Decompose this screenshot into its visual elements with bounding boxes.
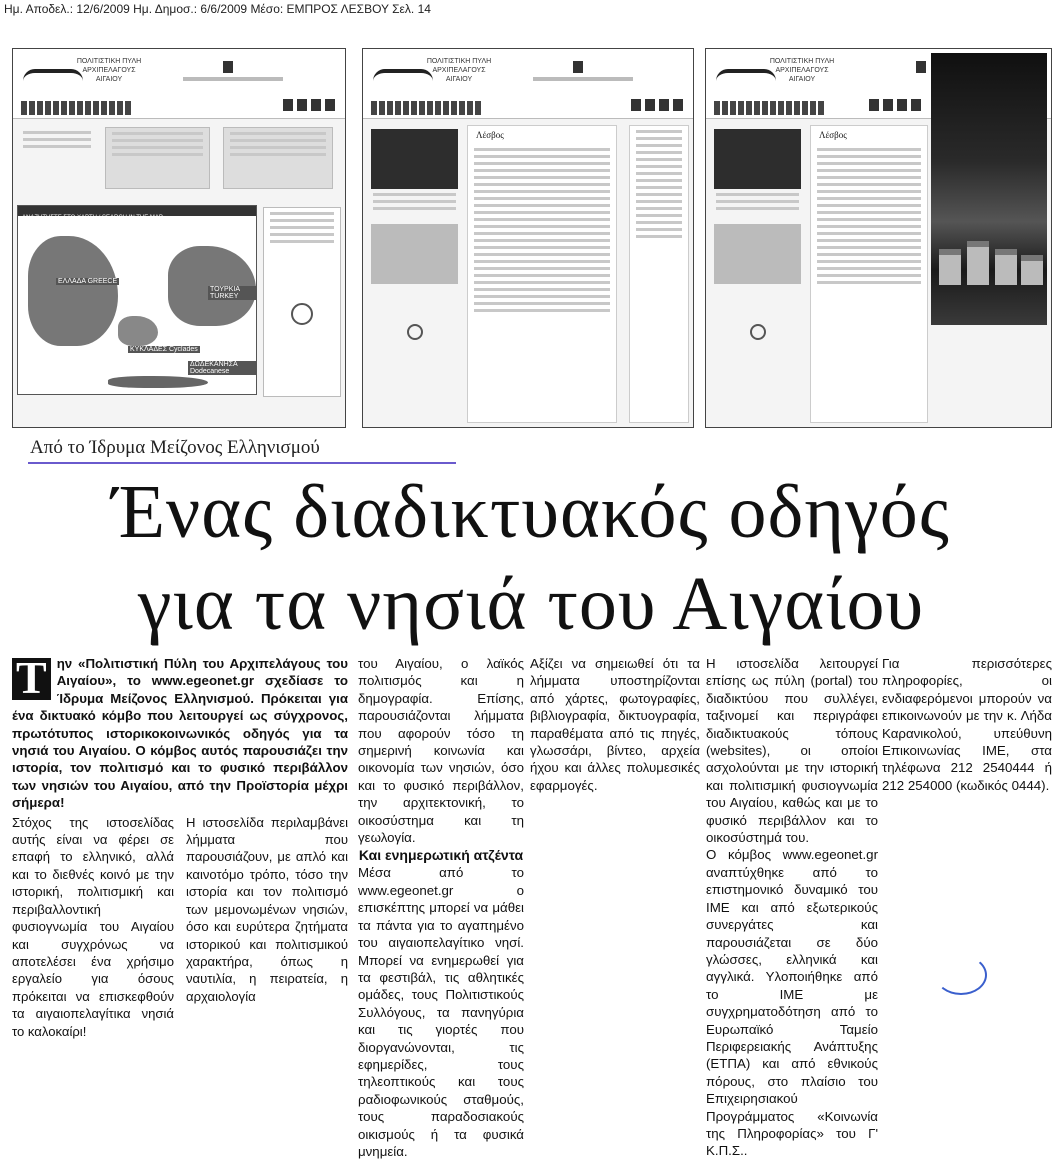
site-header <box>13 49 345 119</box>
emblem-icon <box>573 61 583 73</box>
handwritten-circle <box>935 955 987 995</box>
aegean-map: ΑΝΑΖΗΤΗΣΤΕ ΣΤΟ ΧΑΡΤΗ / SEARCH IN THE MAP ΕΛΛΑΔΑ GREECE ΤΟΥΡΚΙΑ TURKEY ΚΥΚΛΑΔΕΣ Cyclades ΔΩΔΕΚΑΝΗΣΑ Dodecanese <box>17 205 257 395</box>
emblem-icon <box>223 61 233 73</box>
toolbar-icons <box>631 99 685 111</box>
portal-logo: ΠΟΛΙΤΙΣΤΙΚΗ ΠΥΛΗ ΑΡΧΙΠΕΛΑΓΟΥΣ ΑΙΓΑΙΟΥ <box>23 55 153 95</box>
emblem-icon <box>916 61 926 73</box>
kicker-rule <box>28 462 456 464</box>
article-column-5 <box>882 655 1052 794</box>
headline-line-2: για τα νησιά του Αιγαίου <box>137 562 925 646</box>
alphabet-index <box>714 101 824 115</box>
portal-logo: ΠΟΛΙΤΙΣΤΙΚΗ ΠΥΛΗ ΑΡΧΙΠΕΛΑΓΟΥΣ ΑΙΓΑΙΟΥ <box>373 55 503 95</box>
article-column-2 <box>358 655 524 1160</box>
article-column-3 <box>530 655 700 794</box>
alphabet-index <box>21 101 131 115</box>
article-lead: Τ ην «Πολιτιστική Πύλη του Αρχιπελάγους του Αιγαίου», το www.egeonet.gr σχεδίασε το Ίδρυμα Μείζονος Ελληνισμού. Πρόκειται για ένα δικτυακό κόμβο που λειτουργεί ως σύγχρονος, πρωτότυπος ιστορικοκοινωνικός οδηγός για τα νησιά του Αιγαίου. Ο κόμβος αυτός παρουσιάζει την ιστορία, τον πολιτισμό και το φυσικό περιβάλλον των νησιών του Αιγαίου, από την Προϊστορία μέχρι σήμερα! <box>12 652 348 811</box>
article-text-block: Μέσα από το www.egeonet.gr ο επισκέπτης μπορεί να μάθει τα πάντα για το αγαπημένο του αιγαιοπελαγίτικο νησί. Μπορεί να ενημερωθεί για τα φεστιβάλ, τις αθλητικές ομάδες, τους Πολιτιστικούς Συλλόγους, τα πανηγύρια και τις γιορτές που διοργανώνονται, τις εφημερίδες, τους τηλεοπτικούς και τους ραδιοφωνικούς σταθμούς, τους παραδοσιακούς οικισμούς ή τα φυσικά μνημεία. <box>358 865 524 1159</box>
article-column-1 <box>12 652 348 1040</box>
portal-logo: ΠΟΛΙΤΙΣΤΙΚΗ ΠΥΛΗ ΑΡΧΙΠΕΛΑΓΟΥΣ ΑΙΓΑΙΟΥ <box>716 55 846 95</box>
article-text-block: Η ιστοσελίδα λειτουργεί επίσης ως πύλη (portal) του διαδικτύου που συλλέγει, ταξινομεί και περιγράφει διαδικτυακούς τόπους (websites), οι οποίοι ασχολούνται με την ιστορική και πολιτισμική φυσιογνωμία του Αιγαίου, καθώς και με το φυσικό περιβάλλον και το οικοσύστημά του. <box>706 656 878 846</box>
website-screenshot-island: ΠΟΛΙΤΙΣΤΙΚΗ ΠΥΛΗ ΑΡΧΙΠΕΛΑΓΟΥΣ ΑΙΓΑΙΟΥ Λέσβος <box>362 48 694 428</box>
toolbar-icons <box>283 99 337 111</box>
dropcap: Τ <box>12 658 51 700</box>
article-column-4 <box>706 655 878 1160</box>
headline-line-1: Ένας διαδικτυακός οδηγός <box>112 470 950 554</box>
article-kicker: Από το Ίδρυμα Μείζονος Ελληνισμού <box>30 437 320 458</box>
article-text-block: Για περισσότερες πληροφορίες, οι ενδιαφερόμενοι μπορούν να επικοινωνούν με την κ. Λήδα Καρανικολού, υπεύθυνη Επικοινωνίας ΙΜΕ, στα τηλέφωνα 212 2540444 ή 212 254000 (κωδικός 0444). <box>882 656 1052 793</box>
article-text-block: Αξίζει να σημειωθεί ότι τα λήμματα υποστηρίζονται από χάρτες, φωτογραφίες, βιβλιογραφία, δικτυογραφία, παραθέματα από τις πηγές, γλωσσάρι, βίντεο, αρχεία ήχου και άλλες πολυμεσικές εφαρμογές. <box>530 656 700 793</box>
clipping-header: Ημ. Αποδελ.: 12/6/2009 Ημ. Δημοσ.: 6/6/2009 Μέσο: ΕΜΠΡΟΣ ΛΕΣΒΟΥ Σελ. 14 <box>4 2 431 16</box>
subhead: Και ενημερωτική ατζέντα <box>358 847 524 864</box>
article-text-block: Η ιστοσελίδα περιλαμβάνει λήμματα που παρουσιάζουν, με απλό και καινοτόμο τρόπο, τόσο την ιστορία και τον πολιτισμό των μεμονωμένων νησιών, όσο και ευρύτερα ζητήματα ιστορικού και πολιτισμικού χαρακτήρα, όπως η ναυτιλία, η πειρατεία, η αρχαιολογία <box>186 814 348 1004</box>
article-text-block: του Αιγαίου, ο λαϊκός πολιτισμός και η δημογραφία. Επίσης, παρουσιάζονται λήμματα που αφορούν τόσο τη σημερινή κοινωνία και οικονομία των νησιών, όσο και το φυσικό περιβάλλον, την αρχιτεκτονική, το οικοσύστημα και τη γεωλογία. <box>358 656 524 846</box>
website-screenshot-home <box>12 48 346 428</box>
toolbar-icons <box>869 99 923 111</box>
article-text-block: Ο κόμβος www.egeonet.gr αναπτύχθηκε από το επιστημονικό δυναμικό του ΙΜΕ και από εξωτερικούς συνεργάτες και παρουσιάζεται σε δύο γλώσσες, ελληνικά και αγγλικά. Υλοποιήθηκε από το ΙΜΕ με συγχρηματοδότηση από το Ευρωπαϊκό Ταμείο Περιφερειακής Ανάπτυξης (ΕΤΠΑ) και από εθνικούς πόρους, στο πλαίσιο του Επιχειρησιακού Προγράμματος «Κοινωνία της Πληροφορίας» του Γ' Κ.Π.Σ.. <box>706 847 878 1159</box>
harbor-photo <box>931 53 1047 325</box>
article-text-block: Στόχος της ιστοσελίδας αυτής είναι να φέρει σε επαφή το ελληνικό, αλλά και το διεθνές κοινό με την ιστορική, πολιτισμική και περιβαλλοντική φυσιογνωμία του Αιγαίου και συγχρόνως να αποτελέσει ένα χρήσιμο εργαλείο για όσους πρόκειται να επισκεφθούν τα αιγαιοπελαγίτικα νησιά το καλοκαίρι! <box>12 814 174 1039</box>
website-screenshot-island-photo: ΠΟΛΙΤΙΣΤΙΚΗ ΠΥΛΗ ΑΡΧΙΠΕΛΑΓΟΥΣ ΑΙΓΑΙΟΥ Λέσβος <box>705 48 1052 428</box>
alphabet-index <box>371 101 481 115</box>
